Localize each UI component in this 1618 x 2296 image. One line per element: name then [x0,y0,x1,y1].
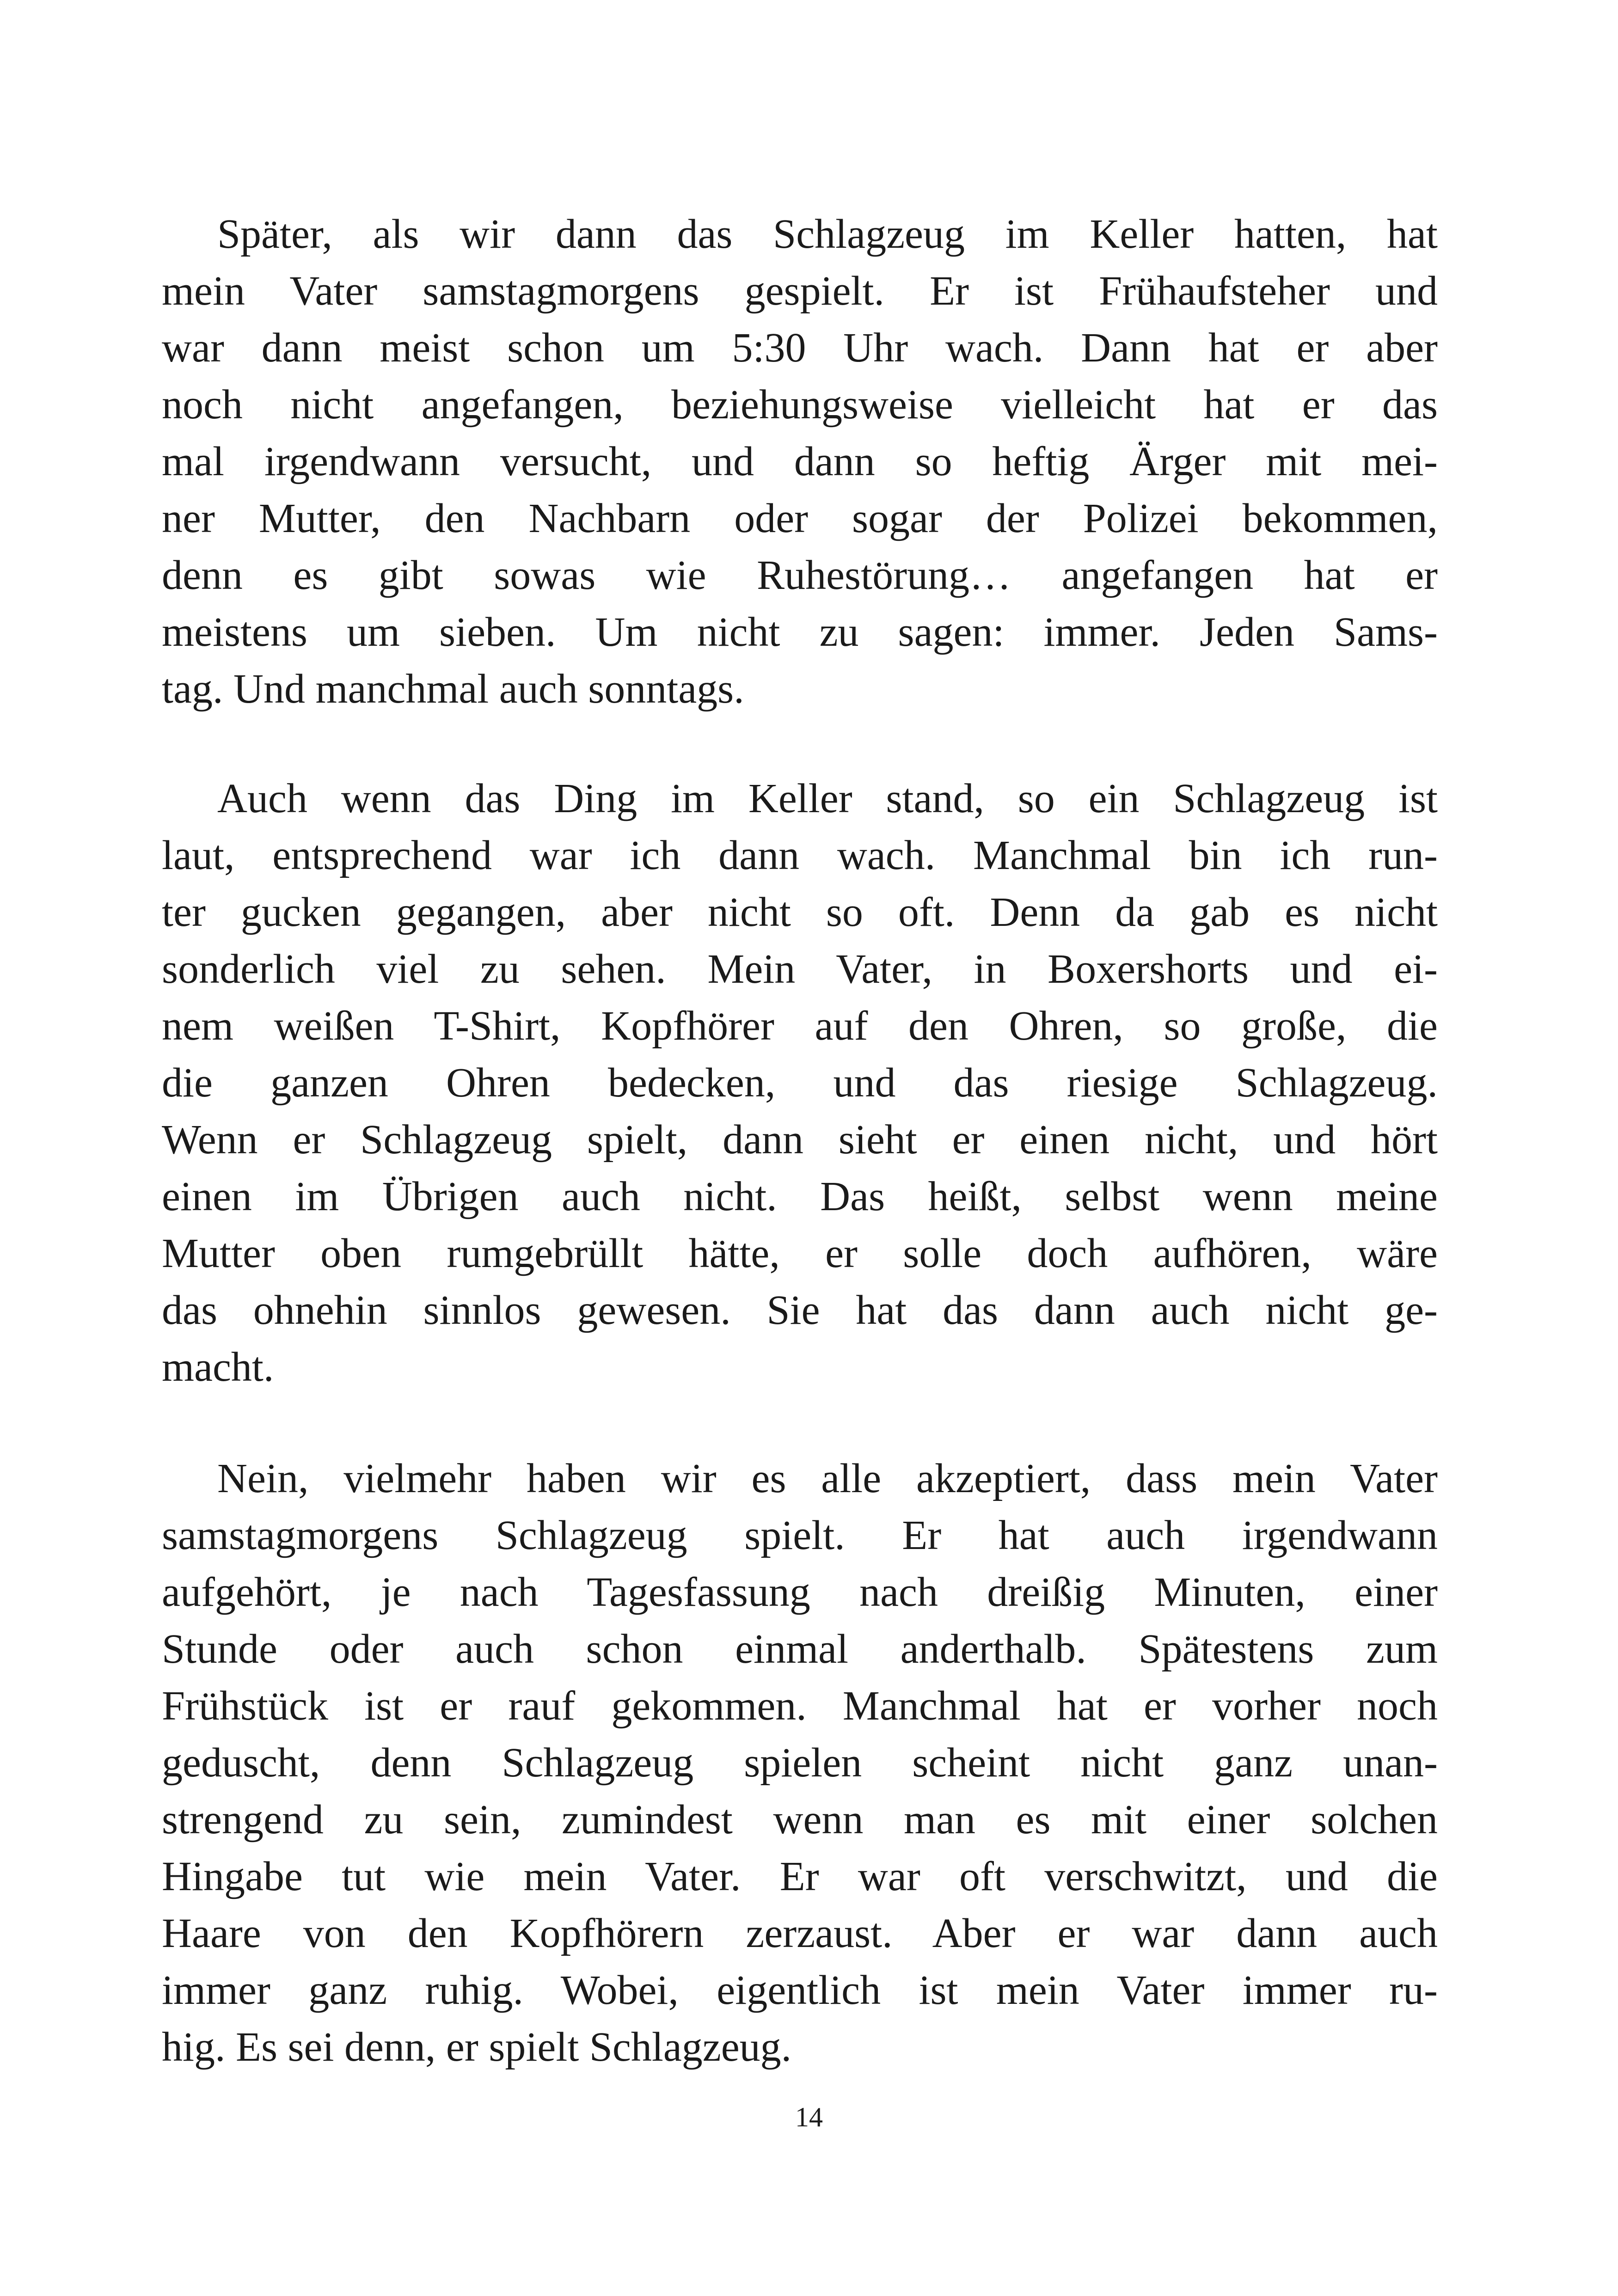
text-line: Frühstück ist er rauf gekommen. Manchmal hat er vorher noch [162,1683,1438,1729]
text-line: Auch wenn das Ding im Keller stand, so ein Schlagzeug ist [217,776,1438,821]
text-line: Haare von den Kopfhörern zerzaust. Aber er war dann auch [162,1910,1438,1956]
text-line: aufgehört, je nach Tagesfassung nach dreißig Minuten, einer [162,1569,1438,1615]
text-line: Mutter oben rumgebrüllt hätte, er solle doch aufhören, wäre [162,1231,1438,1276]
text-line: Wenn er Schlagzeug spielt, dann sieht er einen nicht, und hört [162,1117,1438,1163]
text-line: Stunde oder auch schon einmal anderthalb. Spätestens zum [162,1626,1438,1672]
text-line: denn es gibt sowas wie Ruhestörung… angefangen hat er [162,552,1438,598]
paragraph-3 [162,1450,1438,2076]
body-text [162,206,1438,2076]
text-line: samstagmorgens Schlagzeug spielt. Er hat auch irgendwann [162,1512,1438,1558]
text-line: sonderlich viel zu sehen. Mein Vater, in Boxershorts und ei- [162,946,1438,992]
text-line: macht. [162,1344,274,1390]
text-line: hig. Es sei denn, er spielt Schlagzeug. [162,2024,792,2070]
text-line: nem weißen T-Shirt, Kopfhörer auf den Ohren, so große, die [162,1003,1438,1049]
paragraph-1 [162,206,1438,717]
text-line: immer ganz ruhig. Wobei, eigentlich ist mein Vater immer ru- [162,1967,1438,2013]
text-line: Später, als wir dann das Schlagzeug im Keller hatten, hat [217,211,1438,257]
page-number: 14 [795,2102,823,2132]
text-line: mal irgendwann versucht, und dann so heftig Ärger mit mei- [162,439,1438,484]
text-line: Nein, vielmehr haben wir es alle akzeptiert, dass mein Vater [217,1456,1438,1501]
text-line: mein Vater samstagmorgens gespielt. Er ist Frühaufsteher und [162,268,1438,314]
paragraph-2 [162,770,1438,1396]
text-line: ter gucken gegangen, aber nicht so oft. Denn da gab es nicht [162,889,1438,935]
text-line: laut, entsprechend war ich dann wach. Manchmal bin ich run- [162,833,1438,878]
text-line: ner Mutter, den Nachbarn oder sogar der Polizei bekommen, [162,496,1438,541]
text-line: Hingabe tut wie mein Vater. Er war oft verschwitzt, und die [162,1854,1438,1899]
paragraph-spacing [162,717,1438,770]
text-line: noch nicht angefangen, beziehungsweise vielleicht hat er das [162,382,1438,428]
text-line: strengend zu sein, zumindest wenn man es mit einer solchen [162,1797,1438,1843]
text-line: meistens um sieben. Um nicht zu sagen: immer. Jeden Sams- [162,609,1438,655]
paragraph-spacing [162,1396,1438,1450]
text-line: tag. Und manchmal auch sonntags. [162,666,744,712]
text-line: einen im Übrigen auch nicht. Das heißt, selbst wenn meine [162,1174,1438,1219]
text-line: geduscht, denn Schlagzeug spielen scheint nicht ganz unan- [162,1740,1438,1786]
text-line: war dann meist schon um 5:30 Uhr wach. Dann hat er aber [162,325,1438,371]
text-line: das ohnehin sinnlos gewesen. Sie hat das dann auch nicht ge- [162,1287,1438,1333]
text-line: die ganzen Ohren bedecken, und das riesige Schlagzeug. [162,1060,1438,1106]
